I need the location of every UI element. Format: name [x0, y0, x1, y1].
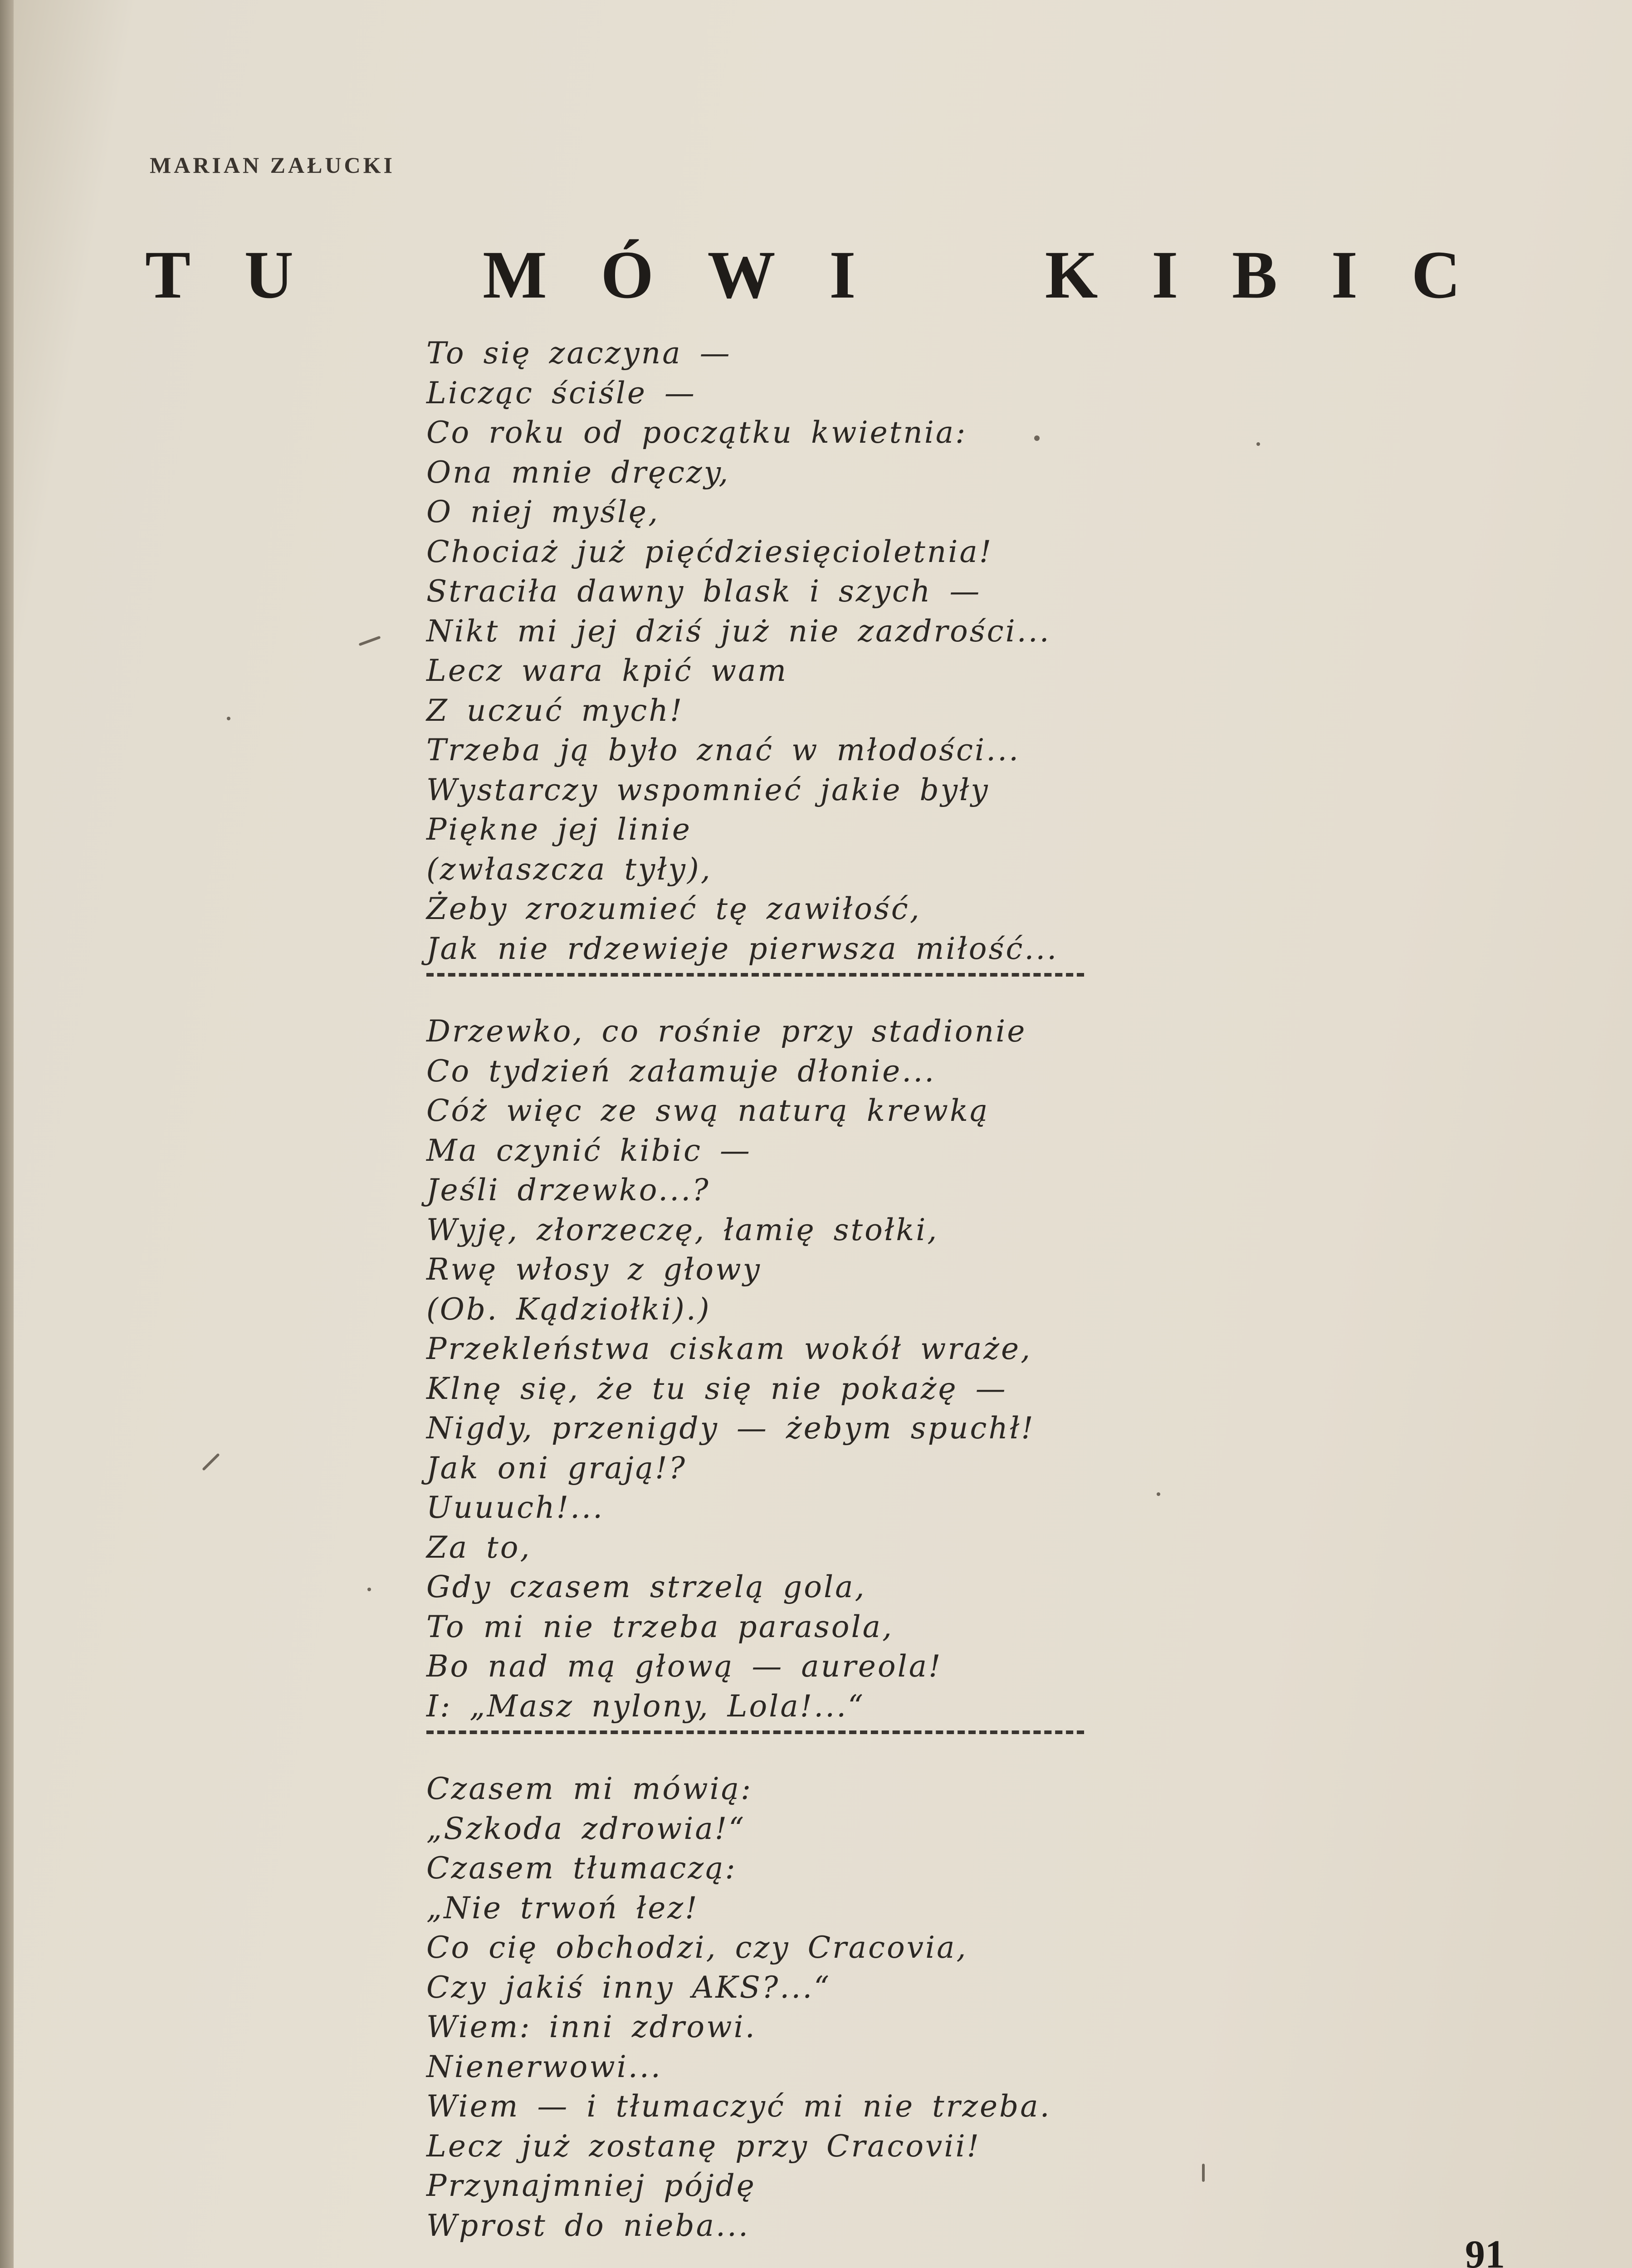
- poem-line: Wiem — i tłumaczyć mi nie trzeba.: [426, 2089, 1051, 2124]
- stanza-divider: [426, 1730, 1084, 1757]
- poem-line: Nienerwowi...: [426, 2049, 662, 2084]
- poem-line: Przynajmniej pójdę: [426, 2168, 756, 2203]
- poem-line: Czasem mi mówią:: [426, 1771, 753, 1806]
- poem-line: Klnę się, że tu się nie pokażę —: [426, 1371, 1007, 1406]
- title-letter: I: [1152, 237, 1178, 313]
- paper-speck: [1202, 2164, 1205, 2182]
- title-letter: B: [1232, 237, 1278, 313]
- poem-line: Licząc ściśle —: [426, 375, 696, 411]
- book-page: [14, 0, 1632, 2268]
- title-letter: T: [145, 237, 191, 313]
- poem-line: To mi nie trzeba parasola,: [426, 1609, 894, 1644]
- title-letter: K: [1045, 237, 1098, 313]
- author-name: MARIAN ZAŁUCKI: [150, 152, 395, 178]
- title-letter: U: [244, 237, 293, 313]
- poem-line: Rwę włosy z głowy: [426, 1252, 762, 1287]
- poem-line: Ona mnie dręczy,: [426, 455, 730, 490]
- paper-speck: [358, 636, 381, 646]
- poem-line: Za to,: [426, 1530, 532, 1565]
- poem-line: Co tydzień załamuje dłonie...: [426, 1053, 936, 1089]
- paper-speck: [367, 1588, 371, 1591]
- poem-line: „Nie trwoń łez!: [426, 1890, 699, 1926]
- title-letter: I: [1331, 237, 1358, 313]
- title-letter: Ó: [601, 237, 654, 313]
- poem-title: [145, 236, 1461, 314]
- poem-line: Nigdy, przenigdy — żebym spuchł!: [426, 1411, 1035, 1446]
- title-letter: M: [483, 237, 547, 313]
- poem-line: Czy jakiś inny AKS?...“: [426, 1970, 831, 2005]
- poem-line: Przekleństwa ciskam wokół wraże,: [426, 1331, 1032, 1366]
- poem-line: Piękne jej linie: [426, 812, 692, 847]
- poem-line: I: „Masz nylony, Lola!...“: [426, 1688, 865, 1724]
- poem-line: „Szkoda zdrowia!“: [426, 1811, 746, 1846]
- paper-speck: [1034, 435, 1040, 441]
- poem-line: Straciła dawny blask i szych —: [426, 574, 982, 609]
- paper-speck: [1157, 1492, 1160, 1496]
- page-number: 91: [1465, 2233, 1505, 2268]
- poem-line: Wiem: inni zdrowi.: [426, 2009, 757, 2044]
- poem-line: Trzeba ją było znać w młodości...: [426, 733, 1021, 767]
- title-letter: W: [707, 237, 776, 313]
- poem-line: Co roku od początku kwietnia:: [426, 415, 967, 450]
- poem-line: Żeby zrozumieć tę zawiłość,: [426, 891, 921, 926]
- poem-line: Z uczuć mych!: [426, 693, 684, 728]
- paper-speck: [202, 1453, 220, 1471]
- poem-line: Jeśli drzewko...?: [426, 1173, 710, 1207]
- poem-line: Wyję, złorzeczę, łamię stołki,: [426, 1212, 939, 1247]
- book-spine-shadow: [0, 0, 14, 2268]
- poem-line: Co cię obchodzi, czy Cracovia,: [426, 1930, 968, 1965]
- poem-line: Uuuuch!...: [426, 1490, 605, 1525]
- poem-line: Wprost do nieba...: [426, 2208, 750, 2243]
- stanza-divider: [426, 973, 1084, 999]
- poem-body: [426, 333, 1288, 2245]
- title-letter: I: [829, 237, 856, 313]
- poem-line: (zwłaszcza tyły),: [426, 851, 712, 887]
- title-word-gap: [347, 236, 429, 314]
- poem-line: Jak oni grają!?: [426, 1450, 687, 1486]
- poem-line: Drzewko, co rośnie przy stadionie: [426, 1014, 1027, 1049]
- poem-line: Ma czynić kibic —: [426, 1133, 752, 1168]
- paper-speck: [1256, 442, 1260, 446]
- poem-line: Chociaż już pięćdziesięcioletnia!: [426, 534, 993, 569]
- poem-line: Jak nie rdzewieje pierwsza miłość...: [426, 931, 1059, 966]
- paper-speck: [227, 717, 230, 720]
- poem-line: To się zaczyna —: [426, 336, 732, 371]
- poem-line: (Ob. Kądziołki).): [426, 1291, 711, 1327]
- poem-line: Czasem tłumaczą:: [426, 1851, 737, 1886]
- poem-line: Cóż więc ze swą naturą krewką: [426, 1093, 990, 1128]
- poem-line: Nikt mi jej dziś już nie zazdrości...: [426, 613, 1051, 649]
- poem-line: Bo nad mą głową — aureola!: [426, 1649, 943, 1684]
- title-letter: C: [1411, 237, 1461, 313]
- poem-line: Wystarczy wspomnieć jakie były: [426, 772, 990, 807]
- poem-line: Lecz już zostanę przy Cracovii!: [426, 2128, 981, 2164]
- title-word-gap: [909, 236, 991, 314]
- poem-line: Gdy czasem strzelą gola,: [426, 1569, 866, 1604]
- poem-line: O niej myślę,: [426, 494, 660, 529]
- poem-line: Lecz wara kpić wam: [426, 653, 788, 688]
